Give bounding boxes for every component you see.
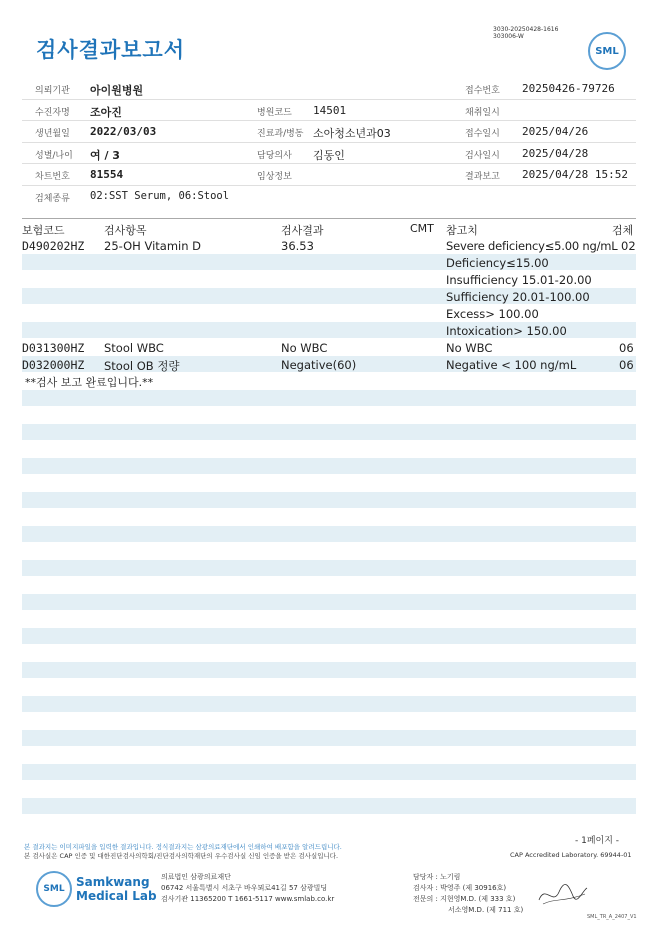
row-ref: Negative < 100 ng/mL bbox=[446, 358, 577, 372]
label: 의뢰기관 bbox=[35, 86, 70, 96]
col-spec: 검체 bbox=[612, 224, 634, 237]
row-item: Stool WBC bbox=[104, 341, 164, 355]
row-ref: Intoxication> 150.00 bbox=[446, 324, 567, 338]
col-cmt: CMT bbox=[410, 222, 434, 235]
table-stripe bbox=[22, 730, 636, 746]
label: 차트번호 bbox=[35, 172, 70, 182]
label: 검사일시 bbox=[465, 150, 500, 161]
org-contact: 검사기관 11365200 T 1661-5117 www.smlab.co.kr bbox=[161, 895, 335, 903]
row-ref: Excess> 100.00 bbox=[446, 307, 539, 321]
test-date: 2025/04/28 bbox=[522, 146, 589, 160]
staff-specialist: 지현영M.D. (제 333 호) bbox=[440, 895, 516, 903]
org-info bbox=[161, 872, 334, 905]
receipt-number: 20250426-79726 bbox=[522, 82, 615, 95]
label: 검사자 : bbox=[413, 884, 438, 892]
table-stripe bbox=[22, 764, 636, 780]
col-item: 검사항목 bbox=[104, 224, 147, 237]
info-row bbox=[22, 164, 636, 186]
info-row bbox=[22, 78, 636, 100]
row-result: Negative(60) bbox=[281, 358, 357, 372]
org-address: 06742 서울특별시 서초구 바우뫼로41길 57 삼광빌딩 bbox=[161, 884, 328, 892]
row-ref: Insufficiency 15.01-20.00 bbox=[446, 273, 592, 287]
row-code: D490202HZ bbox=[22, 239, 85, 253]
department: 소아청소년과03 bbox=[313, 127, 391, 140]
label: 전문의 : bbox=[413, 895, 438, 903]
page-title: 검사결과보고서 bbox=[36, 38, 186, 62]
chart-number: 81554 bbox=[90, 168, 124, 181]
label: 생년월일 bbox=[35, 129, 70, 139]
label: 채취일시 bbox=[465, 107, 500, 118]
staff-info bbox=[413, 872, 523, 916]
receipt-date: 2025/04/26 bbox=[522, 125, 589, 138]
row-ref: Severe deficiency≤5.00 ng/mL bbox=[446, 239, 618, 253]
sml-footer-logo-icon: SML bbox=[36, 871, 72, 907]
info-row bbox=[22, 143, 636, 165]
label: 성별/나이 bbox=[35, 150, 73, 161]
label: 접수일시 bbox=[465, 129, 500, 139]
row-spec: 06 bbox=[619, 341, 634, 355]
birth-date: 2022/03/03 bbox=[90, 125, 157, 138]
results-table-header bbox=[22, 218, 636, 237]
row-ref: Deficiency≤15.00 bbox=[446, 256, 549, 270]
page-number: - 1페이지 - bbox=[575, 836, 620, 846]
staff-contact: 노기림 bbox=[440, 873, 461, 881]
info-row bbox=[22, 100, 636, 122]
label: 결과보고 bbox=[465, 172, 500, 182]
label: 수진자명 bbox=[35, 107, 70, 118]
report-code: 3030-20250428-1616 bbox=[493, 26, 559, 33]
brand-name bbox=[76, 875, 157, 903]
table-stripe bbox=[22, 560, 636, 576]
staff-specialist2: 서소영M.D. (제 711 호) bbox=[448, 906, 524, 914]
staff-tester: 박영주 (제 30916호) bbox=[440, 884, 507, 892]
row-spec: 02 bbox=[621, 239, 636, 253]
table-stripe bbox=[22, 424, 636, 440]
brand-line2: Medical Lab bbox=[76, 889, 157, 903]
table-stripe bbox=[22, 594, 636, 610]
col-ref: 참고치 bbox=[446, 224, 478, 237]
info-row bbox=[22, 186, 636, 207]
row-result: 36.53 bbox=[281, 239, 314, 253]
label: 진료과/병동 bbox=[257, 129, 304, 139]
label: 담당의사 bbox=[257, 150, 292, 161]
form-code: SML_TR_A_2407_V1 bbox=[587, 914, 637, 920]
row-item: 25-OH Vitamin D bbox=[104, 239, 202, 253]
patient-info bbox=[22, 78, 636, 206]
report-code-sub: 303006-W bbox=[493, 33, 524, 40]
info-row bbox=[22, 121, 636, 143]
specimen-types: 02:SST Serum, 06:Stool bbox=[90, 189, 230, 202]
label: 담당자 : bbox=[413, 873, 438, 881]
institution: 아이원병원 bbox=[90, 84, 144, 97]
table-stripe bbox=[22, 390, 636, 406]
row-ref: No WBC bbox=[446, 341, 493, 355]
notice-image: 본 결과지는 이미지파일을 입력한 결과입니다. 정식결과지는 삼광의료재단에서 인쇄하여 배포함을 알려드립니다. bbox=[24, 843, 342, 851]
row-result: No WBC bbox=[281, 341, 328, 355]
hospital-code: 14501 bbox=[313, 103, 347, 117]
table-stripe bbox=[22, 458, 636, 474]
sex-age: 여 / 3 bbox=[90, 148, 120, 162]
label: 병원코드 bbox=[257, 107, 292, 118]
report-complete-note: **검사 보고 완료입니다.** bbox=[25, 376, 154, 389]
table-stripe bbox=[22, 696, 636, 712]
label: 검체종류 bbox=[35, 193, 70, 204]
table-stripe bbox=[22, 628, 636, 644]
notice-accreditation: 본 검사실은 CAP 인증 및 대한진단검사의학회/진단검사의학재단의 우수검사실 신임 인증을 받은 검사실입니다. bbox=[24, 852, 339, 860]
patient-name: 조아진 bbox=[90, 105, 122, 119]
row-ref: Sufficiency 20.01-100.00 bbox=[446, 290, 590, 304]
signature-icon bbox=[535, 880, 590, 910]
table-stripe bbox=[22, 492, 636, 508]
row-code: D032000HZ bbox=[22, 358, 85, 372]
row-spec: 06 bbox=[619, 358, 634, 372]
sml-logo-icon: SML bbox=[588, 32, 626, 70]
brand-line1: Samkwang bbox=[76, 875, 150, 889]
cap-accreditation: CAP Accredited Laboratory. 69944-01 bbox=[510, 851, 632, 859]
row-code: D031300HZ bbox=[22, 341, 85, 355]
row-item: Stool OB 정량 bbox=[104, 359, 180, 373]
label: 접수번호 bbox=[465, 86, 500, 96]
doctor: 김동인 bbox=[313, 148, 345, 162]
table-stripe bbox=[22, 798, 636, 814]
col-result: 검사결과 bbox=[281, 224, 324, 237]
table-stripe bbox=[22, 662, 636, 678]
col-code: 보험코드 bbox=[22, 224, 65, 237]
org-name: 의료법인 삼광의료재단 bbox=[161, 873, 231, 881]
table-stripe bbox=[22, 526, 636, 542]
report-time: 2025/04/28 15:52 bbox=[522, 168, 628, 181]
label: 임상정보 bbox=[257, 172, 292, 182]
